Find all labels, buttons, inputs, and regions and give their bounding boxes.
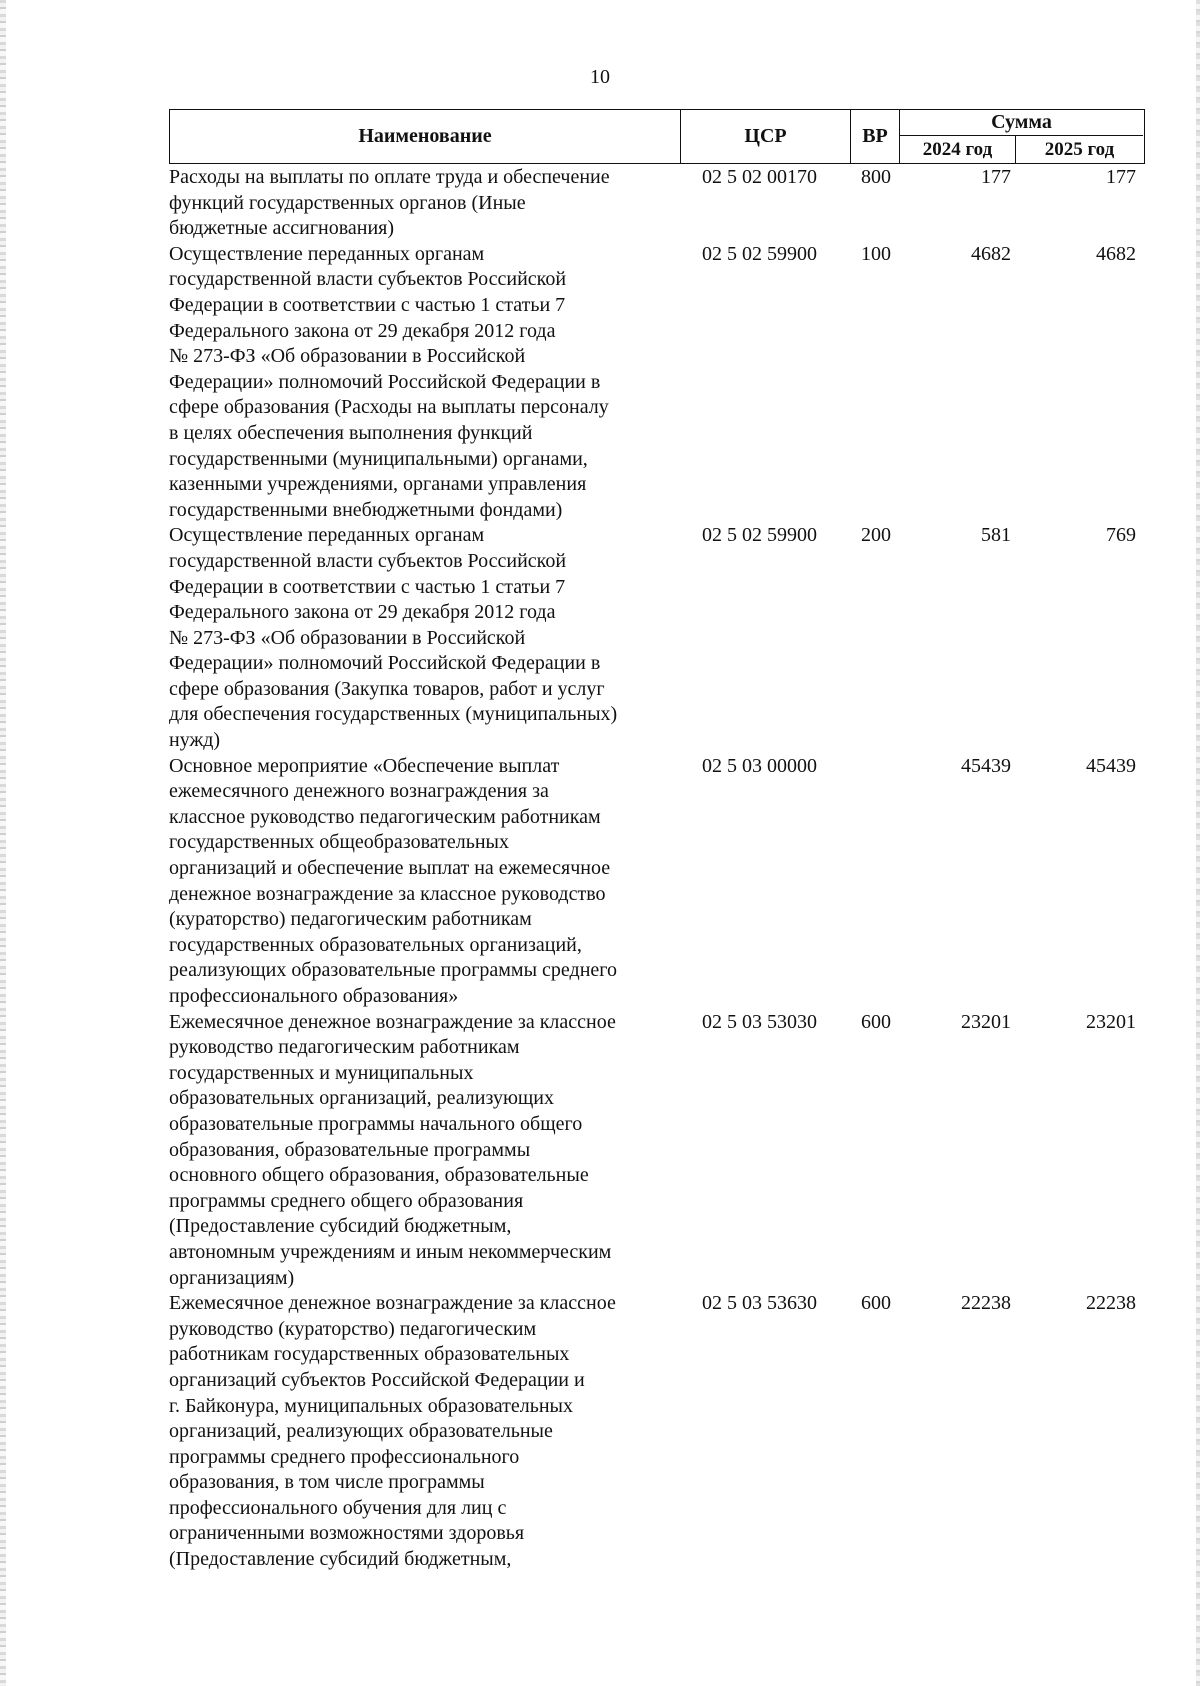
header-year-2024: 2024 год — [900, 136, 1016, 163]
row-amount-2025: 22238 — [1086, 1292, 1136, 1315]
row-amount-2024: 45439 — [961, 754, 1011, 777]
row-amount-2024: 22238 — [961, 1292, 1011, 1315]
table-header — [169, 109, 1145, 164]
row-csr: 02 5 02 00170 — [702, 166, 817, 188]
row-csr: 02 5 03 53030 — [702, 1010, 817, 1033]
header-vr: ВР — [851, 110, 900, 163]
table-row — [169, 165, 1149, 242]
table-row — [169, 754, 1149, 1010]
row-amount-2025: 769 — [1106, 524, 1136, 547]
row-amount-2024: 23201 — [961, 1010, 1011, 1033]
row-vr: 600 — [861, 1292, 891, 1315]
table-row — [169, 523, 1149, 753]
row-csr: 02 5 03 53630 — [702, 1292, 817, 1315]
row-amount-2024: 177 — [981, 166, 1011, 188]
row-amount-2024: 4682 — [971, 242, 1011, 265]
header-csr: ЦСР — [681, 110, 851, 163]
header-name: Наименование — [170, 110, 681, 163]
page-number: 10 — [590, 66, 610, 88]
row-amount-2025: 177 — [1106, 166, 1136, 188]
table-row — [169, 1291, 1149, 1573]
row-vr: 800 — [861, 166, 891, 188]
row-name: Основное мероприятие «Обеспечение выплат ежемесячного денежного вознаграждения за классное руководство педагогическим работникам государственных общеобразовательных организаций и обеспечение выплат на ежемесячное денежное вознаграждение за классное руководство (кураторство) педагогическим работникам государственных образовательных организаций, реализующих образовательные программы среднего профессионального образования» — [169, 754, 617, 1007]
scan-edge-right — [1196, 0, 1200, 1686]
row-vr: 600 — [861, 1010, 891, 1033]
row-csr: 02 5 02 59900 — [702, 524, 817, 547]
row-name: Расходы на выплаты по оплате труда и обеспечение функций государственных органов (Иные бюджетные ассигнования) — [169, 166, 610, 240]
table-row — [169, 1010, 1149, 1292]
header-year-2025: 2025 год — [1044, 138, 1115, 160]
row-vr: 200 — [861, 524, 891, 547]
table-body — [169, 165, 1149, 1573]
table-row — [169, 242, 1149, 524]
row-name: Осуществление переданных органам государственной власти субъектов Российской Федерации в соответствии с частью 1 статьи 7 Федерального закона от 29 декабря 2012 года № 273-ФЗ «Об образовании в Российской Федерации» полномочий Российской Федерации в сфере образования (Расходы на выплаты персоналу в целях обеспечения выполнения функций государственными (муниципальными) органами, казенными учреждениями, органами управления государственными внебюджетными фондами) — [169, 242, 609, 521]
row-csr: 02 5 03 00000 — [702, 754, 817, 777]
row-amount-2025: 4682 — [1096, 242, 1136, 265]
row-vr: 100 — [861, 242, 891, 265]
row-amount-2025: 23201 — [1086, 1010, 1136, 1033]
scan-edge-left — [0, 0, 6, 1686]
row-name: Осуществление переданных органам государственной власти субъектов Российской Федерации в соответствии с частью 1 статьи 7 Федерального закона от 29 декабря 2012 года № 273-ФЗ «Об образовании в Российской Федерации» полномочий Российской Федерации в сфере образования (Закупка товаров, работ и услуг для обеспечения государственных (муниципальных) нужд) — [169, 524, 618, 752]
header-sum: Сумма — [900, 110, 1143, 136]
row-amount-2025: 45439 — [1086, 754, 1136, 777]
row-name: Ежемесячное денежное вознаграждение за классное руководство (кураторство) педагогическим работникам государственных образовательных организаций субъектов Российской Федерации и г. Байконура, муниципальных образовательных организаций, реализующих образовательные программы среднего профессионального образования, в том числе программы профессионального обучения для лиц с ограниченными возможностями здоровья (Предоставление субсидий бюджетным, — [169, 1292, 616, 1571]
row-amount-2024: 581 — [981, 524, 1011, 547]
row-csr: 02 5 02 59900 — [702, 242, 817, 265]
row-name: Ежемесячное денежное вознаграждение за классное руководство педагогическим работникам государственных и муниципальных образовательных организаций, реализующих образовательные программы начального общего образования, образовательные программы основного общего образования, образовательные программы среднего общего образования (Предоставление субсидий бюджетным, автономным учреждениям и иным некоммерческим организациям) — [169, 1010, 616, 1289]
